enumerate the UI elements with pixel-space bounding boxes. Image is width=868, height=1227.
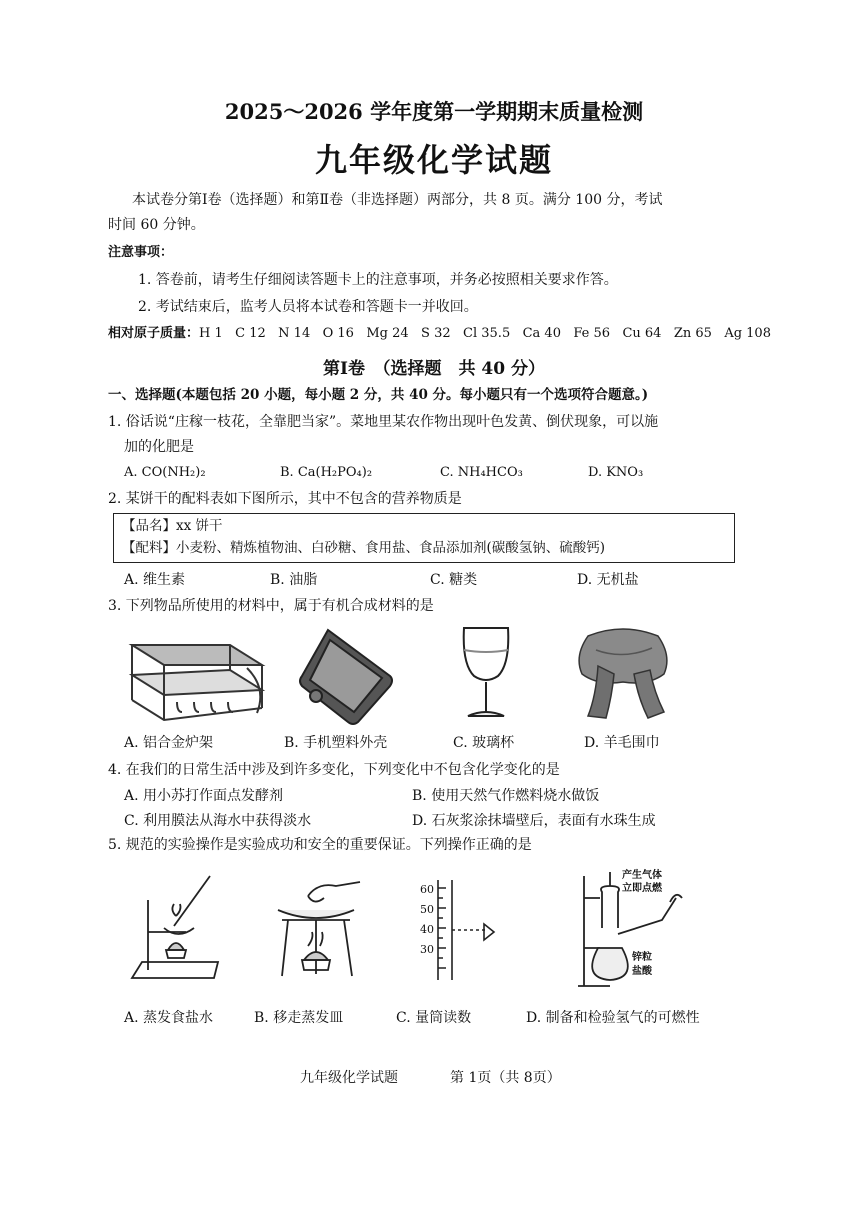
stove-rack-image	[122, 630, 272, 725]
q3-option-a[interactable]: A. 铝合金炉架	[124, 735, 214, 751]
wine-glass-image	[458, 624, 514, 724]
atomic-mass-label: 相对原子质量：	[108, 326, 200, 341]
q1-option-c[interactable]: C. NH₄HCO₃	[440, 465, 523, 480]
section-instruction: 一、选择题(本题包括 20 小题，每小题 2 分，共 40 分。每小题只有一个选项符合题意。)	[108, 387, 649, 403]
note-item-2: 2. 考试结束后，监考人员将本试卷和答题卡一并收回。	[138, 299, 478, 315]
cylinder-tick-30: 30	[420, 943, 434, 956]
q3-stem: 3. 下列物品所使用的材料中，属于有机合成材料的是	[108, 598, 434, 614]
label-gas-produced: 产生气体	[622, 870, 662, 881]
intro-line-1: 本试卷分第Ⅰ卷（选择题）和第Ⅱ卷（非选择题）两部分，共 8 页。满分 100 分，考试	[132, 192, 663, 208]
q1-option-d[interactable]: D. KNO₃	[588, 465, 644, 480]
q4-option-b[interactable]: B. 使用天然气作燃料烧水做饭	[412, 788, 600, 804]
label-ignite: 立即点燃	[622, 883, 662, 894]
wool-scarf-image	[568, 626, 678, 724]
q4-stem: 4. 在我们的日常生活中涉及到许多变化，下列变化中不包含化学变化的是	[108, 762, 560, 778]
q2-option-b[interactable]: B. 油脂	[270, 572, 318, 588]
q1-stem-line-2: 加的化肥是	[124, 439, 194, 455]
phone-case-image	[298, 626, 396, 726]
q4-option-a[interactable]: A. 用小苏打作面点发酵剂	[124, 788, 284, 804]
q4-option-d[interactable]: D. 石灰浆涂抹墙壁后，表面有水珠生成	[412, 813, 656, 829]
q5-option-c[interactable]: C. 量筒读数	[396, 1010, 472, 1026]
notes-heading: 注意事项：	[108, 245, 174, 260]
intro-line-2: 时间 60 分钟。	[108, 217, 205, 233]
q1-option-b[interactable]: B. Ca(H₂PO₄)₂	[280, 465, 373, 480]
q5-option-a[interactable]: A. 蒸发食盐水	[124, 1010, 214, 1026]
footer-title: 九年级化学试题	[300, 1070, 398, 1086]
note-item-1: 1. 答卷前，请考生仔细阅读答题卡上的注意事项，并务必按照相关要求作答。	[138, 272, 618, 288]
q3-option-c[interactable]: C. 玻璃杯	[453, 735, 515, 751]
q5-option-b[interactable]: B. 移走蒸发皿	[254, 1010, 344, 1026]
exam-title: 2025～2026 学年度第一学期期末质量检测	[224, 99, 644, 124]
atomic-mass-values: H 1 C 12 N 14 O 16 Mg 24 S 32 Cl 35.5 Ca 40 Fe 56 Cu 64 Zn 65 Ag 108	[199, 326, 771, 341]
q5-option-d[interactable]: D. 制备和检验氢气的可燃性	[526, 1010, 700, 1026]
ingredients-list: 【配料】小麦粉、精炼植物油、白砂糖、食用盐、食品添加剂(碳酸氢钠、硫酸钙)	[122, 540, 606, 556]
footer-page-number: 第 1页（共 8页）	[450, 1070, 561, 1086]
q2-option-c[interactable]: C. 糖类	[430, 572, 478, 588]
atomic-mass-line	[108, 324, 771, 344]
q2-option-d[interactable]: D. 无机盐	[577, 572, 639, 588]
evaporating-dish-image	[268, 876, 364, 988]
q2-stem: 2. 某饼干的配料表如下图所示，其中不包含的营养物质是	[108, 491, 462, 507]
cylinder-tick-40: 40	[420, 923, 434, 936]
q5-stem: 5. 规范的实验操作是实验成功和安全的重要保证。下列操作正确的是	[108, 837, 532, 853]
cylinder-tick-60: 60	[420, 883, 434, 896]
ingredients-box	[113, 513, 735, 563]
exam-subtitle: 九年级化学试题	[314, 141, 553, 179]
q1-stem-line-1: 1. 俗话说“庄稼一枝花，全靠肥当家”。菜地里某农作物出现叶色发黄、倒伏现象，可以施	[108, 414, 659, 430]
ingredients-name: 【品名】xx 饼干	[122, 518, 223, 534]
label-zinc: 锌粒	[632, 952, 652, 963]
q1-option-a[interactable]: A. CO(NH₂)₂	[124, 465, 206, 480]
q3-option-b[interactable]: B. 手机塑料外壳	[284, 735, 388, 751]
cylinder-tick-50: 50	[420, 903, 434, 916]
section-title: 第Ⅰ卷 （选择题 共 40 分）	[323, 359, 545, 379]
q4-option-c[interactable]: C. 利用膜法从海水中获得淡水	[124, 813, 312, 829]
q3-option-d[interactable]: D. 羊毛围巾	[584, 735, 660, 751]
label-hydrochloric-acid: 盐酸	[632, 966, 652, 977]
evaporation-apparatus-image	[128, 870, 220, 990]
q2-option-a[interactable]: A. 维生素	[124, 572, 186, 588]
